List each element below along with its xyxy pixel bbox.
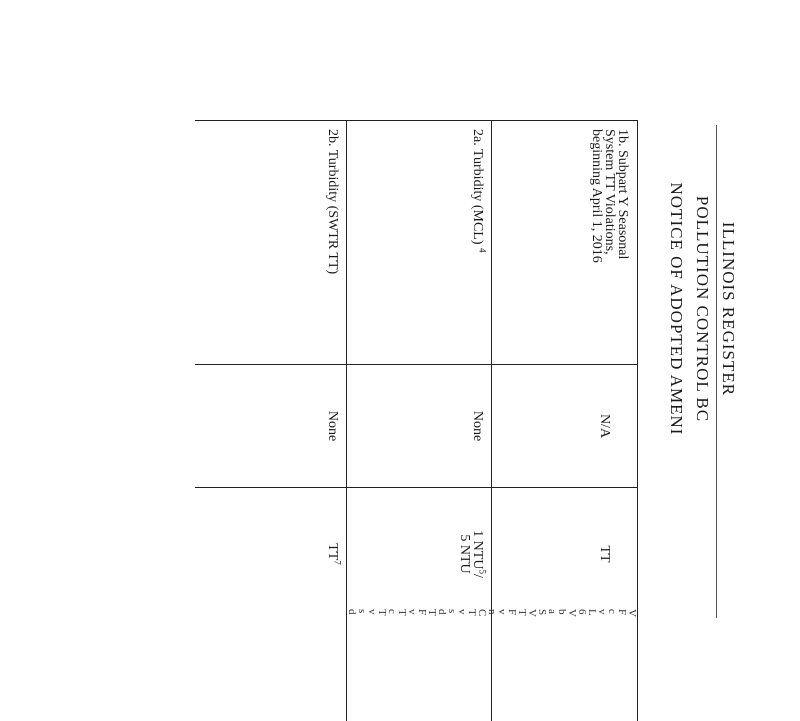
fragment-letter: v bbox=[596, 609, 608, 615]
mcl-tt-value: TT bbox=[325, 543, 340, 561]
fragment-letter: a bbox=[546, 609, 558, 614]
contaminant-line: 1b. Subpart Y Seasonal bbox=[615, 129, 630, 260]
fragment-letter: s bbox=[446, 609, 458, 614]
fragment-letter: T bbox=[426, 609, 438, 616]
fragment-letter: d bbox=[436, 609, 448, 615]
footnote-marker: 7 bbox=[332, 560, 343, 565]
mcl-tt-cell bbox=[598, 499, 611, 609]
fragment-letter: V bbox=[566, 609, 578, 617]
fragment-letter: S bbox=[536, 609, 548, 616]
row-divider bbox=[491, 121, 492, 721]
contaminant-line: System TT Violations, bbox=[602, 129, 617, 255]
mcl-tt-value: 5 NTU bbox=[457, 534, 472, 574]
contaminant-table bbox=[195, 120, 638, 721]
row-divider bbox=[346, 121, 347, 721]
fragment-letter: v bbox=[406, 609, 418, 615]
fragment-letter: T bbox=[466, 609, 478, 616]
fragment-letter: V bbox=[626, 609, 638, 617]
fragment-letter: s bbox=[356, 609, 368, 614]
fragment-letter: F bbox=[506, 609, 518, 616]
contaminant-line: 2b. Turbidity (SWTR TT) bbox=[325, 129, 340, 275]
contaminant-cell bbox=[326, 129, 339, 274]
fragment-letter: b bbox=[556, 609, 568, 615]
notice-title: NOTICE OF ADOPTED AMENI bbox=[667, 182, 686, 436]
mcl-tt-cell bbox=[325, 499, 343, 609]
fragment-letter: T bbox=[376, 609, 388, 616]
fragment-letter: v bbox=[366, 609, 378, 615]
fragment-letter: c bbox=[606, 609, 618, 614]
contaminant-cell bbox=[590, 129, 629, 263]
mcl-tt-value: 1 NTU bbox=[470, 530, 485, 570]
mcl-tt-value: TT bbox=[597, 545, 612, 563]
fragment-letter: v bbox=[456, 609, 468, 615]
contaminant-cell bbox=[470, 129, 488, 253]
fragment-letter: T bbox=[516, 609, 528, 616]
truncated-column-fragments bbox=[347, 609, 637, 629]
footnote-marker: 4 bbox=[477, 248, 488, 253]
board-title: POLLUTION CONTROL BC bbox=[693, 195, 712, 423]
fragment-letter: V bbox=[526, 609, 538, 617]
fragment-letter: T bbox=[396, 609, 408, 616]
mclg-cell: None bbox=[470, 410, 485, 442]
contaminant-line: beginning April 1, 2016 bbox=[589, 129, 604, 263]
fragment-letter: 6 bbox=[576, 609, 588, 615]
fragment-letter: d bbox=[346, 609, 358, 615]
fragment-letter: c bbox=[386, 609, 398, 614]
mclg-cell: None bbox=[325, 410, 340, 442]
footnote-marker: 5 bbox=[477, 569, 488, 574]
fragment-letter: L bbox=[586, 609, 598, 616]
value-separator: / bbox=[470, 573, 485, 578]
column-divider bbox=[195, 487, 637, 488]
register-title: ILLINOIS REGISTER bbox=[719, 221, 738, 397]
fragment-letter: F bbox=[416, 609, 428, 616]
mcl-tt-cell bbox=[457, 499, 488, 609]
mclg-cell: N/A bbox=[597, 413, 612, 439]
fragment-letter: F bbox=[616, 609, 628, 616]
fragment-letter: C bbox=[476, 609, 488, 617]
column-divider bbox=[195, 364, 637, 365]
fragment-letter: n bbox=[486, 609, 498, 615]
header-rule bbox=[716, 125, 717, 618]
fragment-letter: v bbox=[496, 609, 508, 615]
contaminant-line: 2a. Turbidity (MCL) bbox=[470, 129, 485, 249]
